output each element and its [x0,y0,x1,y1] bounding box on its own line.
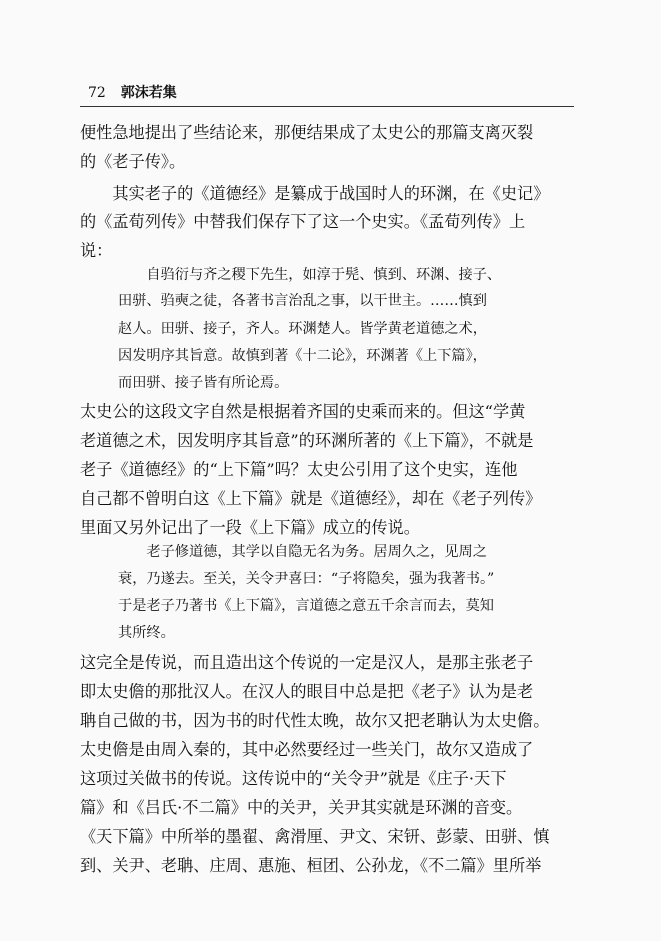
text-line: 说： [80,241,113,260]
text-line: 自己都不曾明白这《上下篇》就是《道德经》，却在《老子列传》 [80,489,542,508]
quote-line: 于是老子乃著书《上下篇》，言道德之意五千余言而去，莫知 [118,598,494,614]
text-line: 这完全是传说，而且造出这个传说的一定是汉人，是那主张老子 [80,653,534,672]
running-header [88,82,177,102]
text-line: 太史公的这段文字自然是根据着齐国的史乘而来的。但这“学黄 [80,402,526,421]
text-line: 里面又另外记出了一段《上下篇》成立的传说。 [80,518,420,537]
quote-line: 因发明序其旨意。故慎到著《十二论》，环渊著《上下篇》， [118,348,487,364]
quote-line: 老子修道德，其学以自隐无名为务。居周久之，见周之 [118,544,487,560]
text-line: 《天下篇》中所举的墨翟、禽滑厘、尹文、宋钘、彭蒙、田骈、慎 [80,827,550,846]
text-line: 便性急地提出了些结论来，那便结果成了太史公的那篇支离灭裂 [80,123,534,142]
page-number: 72 [88,85,106,101]
text-line: 老子《道德经》的“上下篇”吗？太史公引用了这个史实，连他 [80,460,518,479]
text-line: 的《老子传》。 [80,152,186,171]
header-rule [80,106,574,107]
text-line: 太史儋是由周入秦的，其中必然要经过一些关门，故尔又造成了 [80,740,534,759]
quote-line: 自驺衍与齐之稷下先生，如淳于髡、慎到、环渊、接子、 [118,267,502,283]
text-line: 老道德之术，因发明序其旨意”的环渊所著的《上下篇》，不就是 [80,431,534,450]
quote-line: 田骈、驺奭之徒，各著书言治乱之事，以干世主。……慎到 [118,293,487,309]
text-line: 的《孟荀列传》中替我们保存下了这一个史实。《孟荀列传》上 [80,212,526,231]
quote-line: 衰，乃遂去。至关，关令尹喜曰：“子将隐矣，强为我著书。” [118,571,495,587]
text-line: 到、关尹、老聃、庄周、惠施、桓团、公孙龙，《不二篇》里所举 [80,856,542,875]
text-line: 聃自己做的书，因为书的时代性太晚，故尔又把老聃认为太史儋。 [80,711,550,730]
quote-line: 而田骈、接子皆有所论焉。 [118,375,289,391]
text-line: 篇》和《吕氏·不二篇》中的关尹，关尹其实就是环渊的音变。 [80,798,523,817]
book-title: 郭沫若集 [120,85,177,101]
text-line: 这项过关做书的传说。这传说中的“关令尹”就是《庄子·天下 [80,769,507,788]
text-line: 即太史儋的那批汉人。在汉人的眼目中总是把《老子》认为是老 [80,682,534,701]
quote-line: 赵人。田骈、接子，齐人。环渊楚人。皆学黄老道德之术， [118,321,487,337]
text-line: 其实老子的《道德经》是纂成于战国时人的环渊，在《史记》 [80,184,550,203]
quote-line: 其所终。 [118,625,175,641]
